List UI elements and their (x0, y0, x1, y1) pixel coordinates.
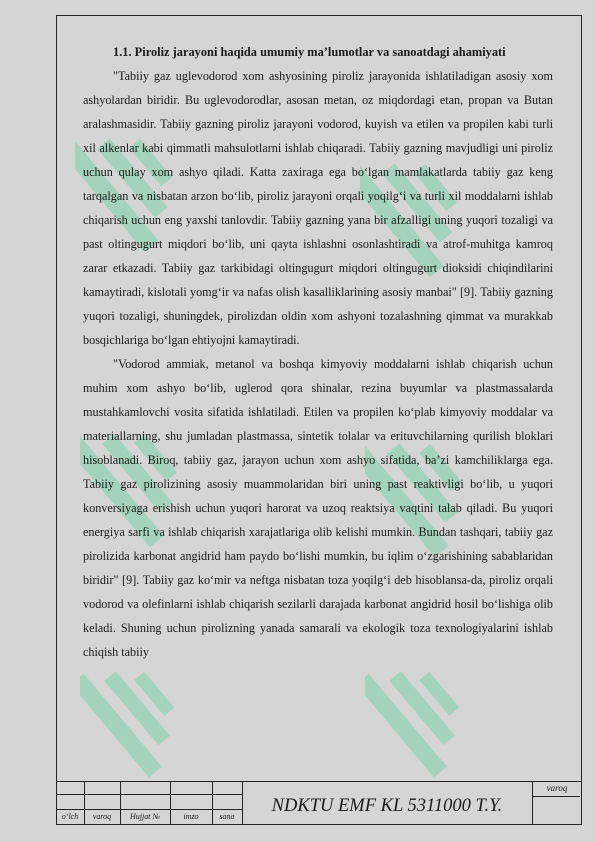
stamp-label-olch: o‘lch (61, 812, 79, 821)
sheet-label: varoq (546, 783, 568, 793)
document-body (83, 40, 553, 664)
stamp-row-line (532, 796, 580, 797)
paragraph-2: "Vodorod ammiak, metanol va boshqa kimyoviy moddalarni ishlab chiqarish uchun muhim xom ashyo bo‘lib, uglerod qora shinalar, rezina buyumlar va plastmassalarda mustahkamlovchi vosita sifatida ishlatiladi. Etilen va propilen ko‘plab kimyoviy moddalar va materiallarning, shu jumladan plastmassa, sintetik tolalar va erituvchilarning qurilish bloklari hisoblanadi. Biroq, tabiiy gaz, jarayon uchun xom ashyo sifatida, ba’zi kamchiliklarga ega. Tabiiy gaz pirolizining asosiy muammolaridan biri uning past reaktivligi bo‘lib, u yuqori konversiyaga erishish uchun yuqori harorat va uzoq reaktsiya vaqtini talab qiladi. Bu yuqori energiya sarfi va ishlab chiqarish xarajatlariga olib kelishi mumkin. Bundan tashqari, tabiiy gaz pirolizida karbonat angidrid ham paydo bo‘lishi mumkin, bu iqlim o‘zgarishining sabablaridan biridir" [9]. Tabiiy gaz ko‘mir va neftga nisbatan toza yoqilg‘i deb hisoblansa-da, piroliz orqali vodorod va olefinlarni ishlab chiqarish sezilarli darajada karbonat angidrid hosil bo‘lishiga olib keladi. Shuning uchun pirolizning yanada samarali va ekologik toza texnologiyalarini ishlab chiqish tabiiy (83, 357, 553, 659)
paragraph-1: "Tabiiy gaz uglevodorod xom ashyosining piroliz jarayonida ishlatiladigan asosiy xom ashyolardan biridir. Bu uglevodorodlar, asosan metan, oz miqdordagi etan, propan va Butan aralashmasidir. Tabiiy gazning piroliz jarayoni vodorod, kuyish va etilen va propilen kabi turli xil alkenlar kabi qimmatli mahsulotlarni ishlab chiqaradi. Tabiiy gazning mavjudligi uni piroliz uchun qulay xom ashyo qiladi. Katta zaxiraga ega bo‘lgan mamlakatlarda tabiiy gaz keng tarqalgan va nisbatan arzon bo‘lib, piroliz jarayoni orqali yoqilg‘i va turli xil moddalarni ishlab chiqarish uchun eng yaxshi tanlovdir. Tabiiy gazning yana bir afzalligi uning yuqori tozaligi va past oltingugurt miqdori bo‘lib, uni qayta ishlashni osonlashtiradi va atrof-muhitga kamroq zarar etkazadi. Tabiiy gaz tarkibidagi oltingugurt miqdori oltingugurt dioksidi chiqindilarini kamaytiradi, kislotali yomg‘ir va nafas olish kasalliklarining asosiy manbai" [9]. Tabiiy gazning yuqori tozaligi, shuningdek, pirolizdan oldin xom ashyoni tozalashning qimmat va murakkab bosqichlariga bo‘lgan ehtiyojni kamaytiradi. (83, 69, 553, 347)
stamp-label-hujjat: Hujjat № (130, 812, 160, 821)
title-block (56, 781, 582, 825)
document-code: NDKTU EMF KL 5311000 T.Y. (271, 795, 503, 816)
stamp-col-line (532, 782, 533, 824)
stamp-label-sana: sana (219, 812, 235, 821)
section-heading: 1.1. Piroliz jarayoni haqida umumiy ma’lumotlar va sanoatdagi ahamiyati (113, 45, 506, 59)
stamp-label-imzo: imzo (183, 812, 199, 821)
stamp-label-varoq: varoq (92, 812, 112, 821)
